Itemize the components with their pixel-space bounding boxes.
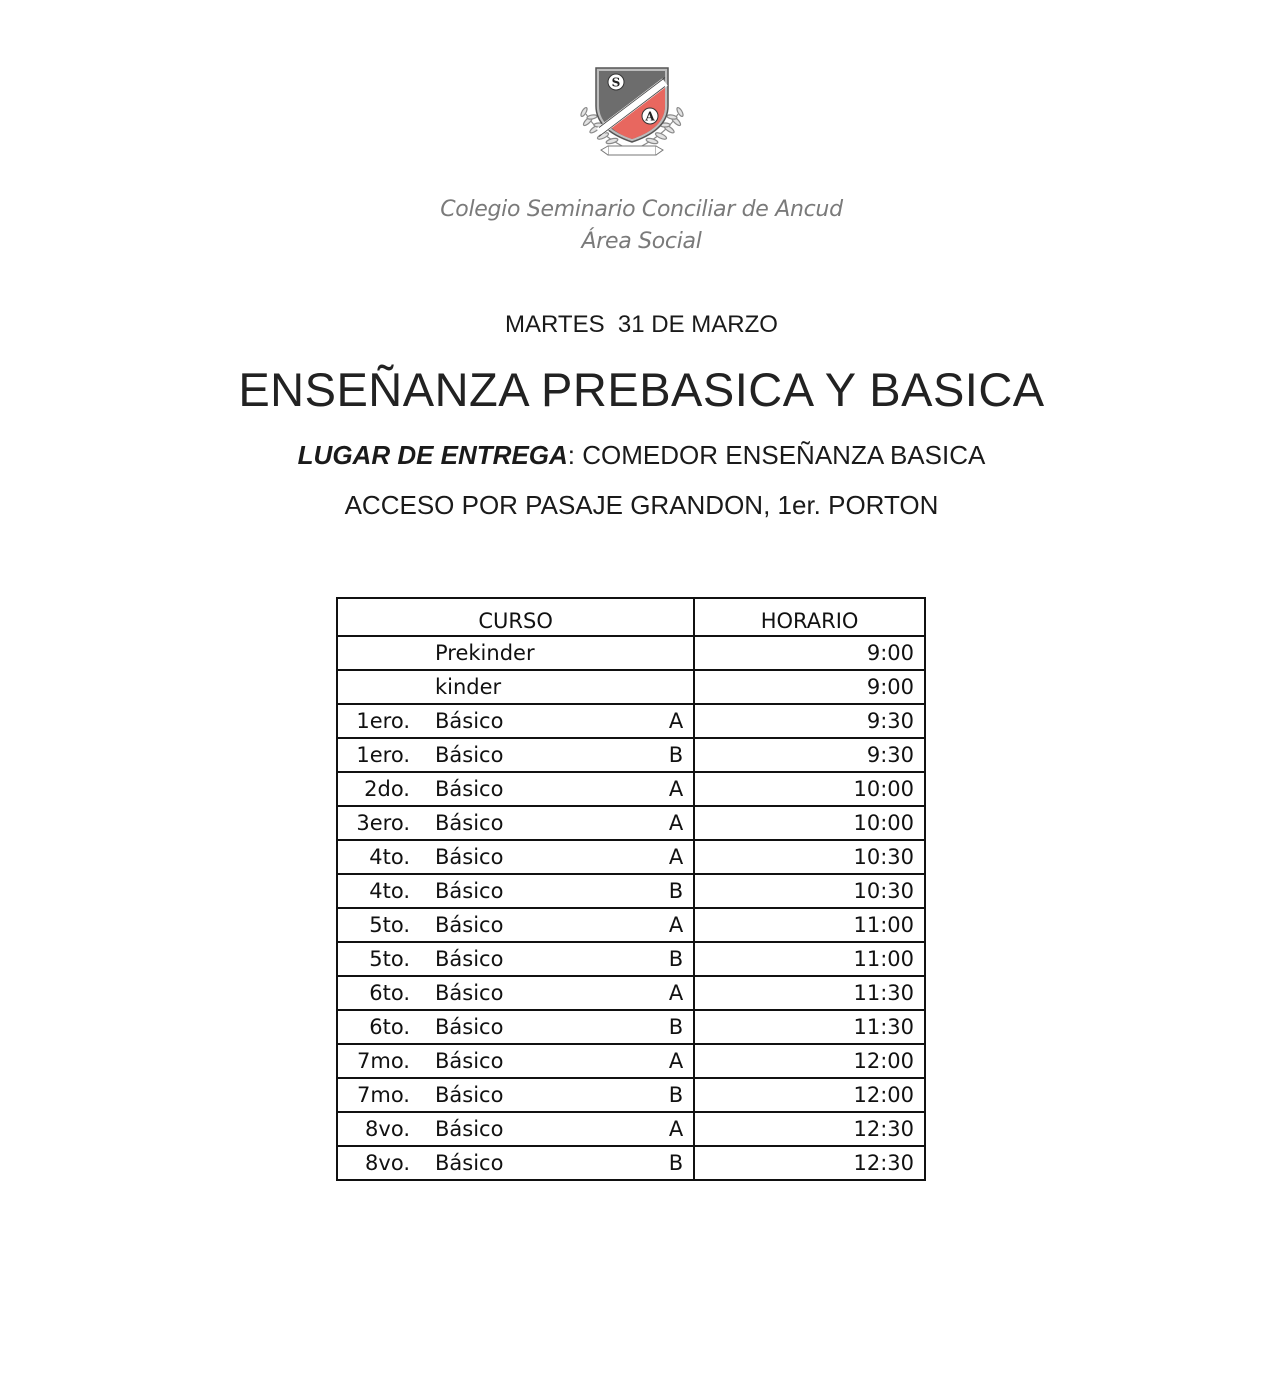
course-level: Básico [435, 743, 504, 767]
course-column-header: CURSO [337, 598, 694, 636]
course-number: 8vo. [365, 1117, 410, 1141]
time-cell: 11:00 [694, 908, 925, 942]
time-cell: 12:00 [694, 1044, 925, 1078]
course-section: A [668, 1049, 684, 1073]
course-section: B [668, 879, 684, 903]
table-row [337, 942, 925, 976]
delivery-place-label: LUGAR DE ENTREGA [297, 440, 568, 470]
course-section: B [668, 1015, 684, 1039]
time-cell: 10:00 [694, 772, 925, 806]
schedule-table [336, 597, 926, 1181]
course-level: Básico [435, 1151, 504, 1175]
course-number: 6to. [369, 981, 410, 1005]
table-row [337, 976, 925, 1010]
course-number: 3ero. [356, 811, 410, 835]
course-level: Básico [435, 981, 504, 1005]
course-level: Básico [435, 947, 504, 971]
course-section: A [668, 845, 684, 869]
course-level: Básico [435, 1015, 504, 1039]
course-level: Básico [435, 845, 504, 869]
course-cell [337, 738, 694, 772]
course-cell [337, 1078, 694, 1112]
time-cell: 10:00 [694, 806, 925, 840]
time-cell: 9:30 [694, 704, 925, 738]
table-header-row [337, 598, 925, 636]
crest-letter-bottom: A [645, 109, 655, 124]
delivery-place [0, 440, 1283, 471]
course-number: 8vo. [365, 1151, 410, 1175]
course-section: B [668, 947, 684, 971]
time-cell: 11:30 [694, 1010, 925, 1044]
course-level: Básico [435, 1049, 504, 1073]
course-level: Básico [435, 1083, 504, 1107]
course-number: 1ero. [356, 709, 410, 733]
delivery-date: MARTES 31 DE MARZO [505, 311, 778, 338]
course-cell [337, 772, 694, 806]
delivery-place-value: : COMEDOR ENSEÑANZA BASICA [567, 440, 986, 470]
table-row [337, 738, 925, 772]
table-row [337, 840, 925, 874]
course-cell [337, 874, 694, 908]
table-row [337, 636, 925, 670]
course-number: 5to. [369, 913, 410, 937]
time-cell: 12:30 [694, 1146, 925, 1180]
table-row [337, 1044, 925, 1078]
course-number: 1ero. [356, 743, 410, 767]
shield-icon [596, 68, 668, 142]
department-name: Área Social [581, 229, 702, 254]
course-section: A [668, 709, 684, 733]
course-cell [337, 1112, 694, 1146]
table-row [337, 874, 925, 908]
course-section: A [668, 777, 684, 801]
table-row [337, 670, 925, 704]
table-row [337, 806, 925, 840]
course-cell [337, 636, 694, 670]
course-cell [337, 704, 694, 738]
time-cell: 10:30 [694, 840, 925, 874]
crest-letter-top: S [611, 75, 621, 90]
page-title: ENSEÑANZA PREBASICA Y BASICA [238, 363, 1045, 416]
course-cell [337, 1010, 694, 1044]
course-cell [337, 942, 694, 976]
table-row [337, 1146, 925, 1180]
course-cell [337, 840, 694, 874]
course-level: Básico [435, 777, 504, 801]
course-cell [337, 806, 694, 840]
course-level: Prekinder [435, 641, 535, 665]
table-row [337, 1078, 925, 1112]
school-name: Colegio Seminario Conciliar de Ancud [440, 197, 843, 222]
table-row [337, 908, 925, 942]
course-section: B [668, 1083, 684, 1107]
course-cell [337, 670, 694, 704]
course-number: 7mo. [357, 1049, 410, 1073]
course-number: 7mo. [357, 1083, 410, 1107]
course-section: A [668, 913, 684, 937]
time-cell: 12:00 [694, 1078, 925, 1112]
course-section: A [668, 981, 684, 1005]
ribbon-icon [601, 146, 663, 155]
time-cell: 9:00 [694, 670, 925, 704]
time-cell: 10:30 [694, 874, 925, 908]
time-cell: 12:30 [694, 1112, 925, 1146]
course-number: 4to. [369, 845, 410, 869]
course-section: B [668, 743, 684, 767]
course-level: Básico [435, 709, 504, 733]
time-column-header: HORARIO [694, 598, 925, 636]
course-cell [337, 1146, 694, 1180]
course-level: kinder [435, 675, 502, 699]
time-cell: 9:00 [694, 636, 925, 670]
school-crest-logo [568, 62, 696, 162]
course-section: B [668, 1151, 684, 1175]
table-row [337, 1112, 925, 1146]
course-level: Básico [435, 913, 504, 937]
access-note: ACCESO POR PASAJE GRANDON, 1er. PORTON [344, 490, 939, 520]
course-section: A [668, 811, 684, 835]
course-number: 2do. [364, 777, 410, 801]
course-number: 6to. [369, 1015, 410, 1039]
course-level: Básico [435, 879, 504, 903]
course-level: Básico [435, 1117, 504, 1141]
table-row [337, 1010, 925, 1044]
course-section: A [668, 1117, 684, 1141]
time-cell: 11:30 [694, 976, 925, 1010]
course-number: 4to. [369, 879, 410, 903]
time-cell: 9:30 [694, 738, 925, 772]
table-row [337, 772, 925, 806]
course-cell [337, 976, 694, 1010]
course-number: 5to. [369, 947, 410, 971]
table-row [337, 704, 925, 738]
time-cell: 11:00 [694, 942, 925, 976]
course-cell [337, 908, 694, 942]
course-cell [337, 1044, 694, 1078]
course-level: Básico [435, 811, 504, 835]
